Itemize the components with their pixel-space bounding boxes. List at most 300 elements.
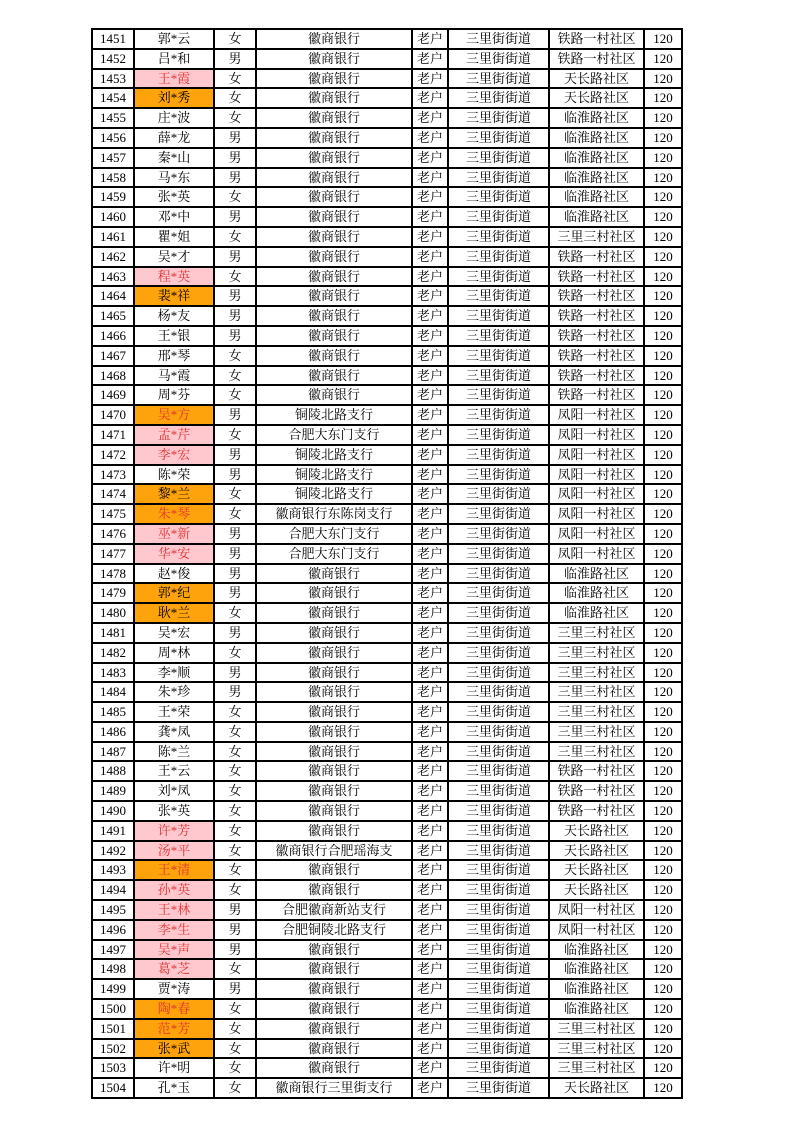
account-status-cell: 老户 xyxy=(412,702,448,722)
amount-cell: 120 xyxy=(644,29,682,49)
amount-cell: 120 xyxy=(644,821,682,841)
amount-cell: 120 xyxy=(644,1019,682,1039)
row-index-cell: 1486 xyxy=(92,722,134,742)
account-status-cell: 老户 xyxy=(412,69,448,89)
street-cell: 三里街街道 xyxy=(448,1078,549,1098)
gender-cell: 女 xyxy=(214,1019,256,1039)
bank-cell: 铜陵北路支行 xyxy=(256,445,412,465)
gender-cell: 女 xyxy=(214,29,256,49)
gender-cell: 男 xyxy=(214,682,256,702)
table-row xyxy=(92,445,682,465)
community-cell: 天长路社区 xyxy=(549,821,644,841)
bank-cell: 徽商银行 xyxy=(256,385,412,405)
bank-cell: 合肥大东门支行 xyxy=(256,544,412,564)
table-row xyxy=(92,326,682,346)
bank-cell: 徽商银行 xyxy=(256,366,412,386)
community-cell: 三里三村社区 xyxy=(549,227,644,247)
table-row xyxy=(92,860,682,880)
account-status-cell: 老户 xyxy=(412,781,448,801)
street-cell: 三里街街道 xyxy=(448,484,549,504)
table-row xyxy=(92,1019,682,1039)
row-index-cell: 1454 xyxy=(92,88,134,108)
amount-cell: 120 xyxy=(644,445,682,465)
row-index-cell: 1482 xyxy=(92,643,134,663)
row-index-cell: 1452 xyxy=(92,49,134,69)
community-cell: 铁路一村社区 xyxy=(549,781,644,801)
bank-cell: 徽商银行合肥瑶海支 xyxy=(256,841,412,861)
community-cell: 铁路一村社区 xyxy=(549,366,644,386)
gender-cell: 男 xyxy=(214,920,256,940)
name-cell: 王*云 xyxy=(134,761,214,781)
account-status-cell: 老户 xyxy=(412,465,448,485)
street-cell: 三里街街道 xyxy=(448,207,549,227)
community-cell: 凤阳一村社区 xyxy=(549,544,644,564)
gender-cell: 女 xyxy=(214,1078,256,1098)
table-row xyxy=(92,247,682,267)
bank-cell: 徽商银行 xyxy=(256,148,412,168)
gender-cell: 男 xyxy=(214,445,256,465)
amount-cell: 120 xyxy=(644,168,682,188)
account-status-cell: 老户 xyxy=(412,168,448,188)
bank-cell: 徽商银行 xyxy=(256,643,412,663)
bank-cell: 徽商银行 xyxy=(256,326,412,346)
row-index-cell: 1501 xyxy=(92,1019,134,1039)
table-row xyxy=(92,465,682,485)
table-row xyxy=(92,940,682,960)
bank-cell: 铜陵北路支行 xyxy=(256,465,412,485)
street-cell: 三里街街道 xyxy=(448,761,549,781)
street-cell: 三里街街道 xyxy=(448,49,549,69)
gender-cell: 女 xyxy=(214,484,256,504)
name-cell: 刘*秀 xyxy=(134,88,214,108)
bank-cell: 徽商银行三里街支行 xyxy=(256,1078,412,1098)
community-cell: 铁路一村社区 xyxy=(549,306,644,326)
name-cell: 耿*兰 xyxy=(134,603,214,623)
gender-cell: 男 xyxy=(214,207,256,227)
table-row xyxy=(92,682,682,702)
community-cell: 凤阳一村社区 xyxy=(549,920,644,940)
gender-cell: 男 xyxy=(214,247,256,267)
name-cell: 范*芳 xyxy=(134,1019,214,1039)
street-cell: 三里街街道 xyxy=(448,880,549,900)
name-cell: 华*安 xyxy=(134,544,214,564)
name-cell: 周*林 xyxy=(134,643,214,663)
amount-cell: 120 xyxy=(644,306,682,326)
street-cell: 三里街街道 xyxy=(448,227,549,247)
bank-cell: 徽商银行 xyxy=(256,781,412,801)
amount-cell: 120 xyxy=(644,722,682,742)
table-row xyxy=(92,920,682,940)
account-status-cell: 老户 xyxy=(412,564,448,584)
name-cell: 汤*平 xyxy=(134,841,214,861)
row-index-cell: 1493 xyxy=(92,860,134,880)
row-index-cell: 1474 xyxy=(92,484,134,504)
name-cell: 郭*云 xyxy=(134,29,214,49)
bank-cell: 徽商银行 xyxy=(256,564,412,584)
gender-cell: 女 xyxy=(214,781,256,801)
street-cell: 三里街街道 xyxy=(448,247,549,267)
name-cell: 许*芳 xyxy=(134,821,214,841)
account-status-cell: 老户 xyxy=(412,742,448,762)
gender-cell: 女 xyxy=(214,841,256,861)
street-cell: 三里街街道 xyxy=(448,643,549,663)
street-cell: 三里街街道 xyxy=(448,583,549,603)
community-cell: 天长路社区 xyxy=(549,1078,644,1098)
row-index-cell: 1484 xyxy=(92,682,134,702)
amount-cell: 120 xyxy=(644,742,682,762)
table-row xyxy=(92,1078,682,1098)
bank-cell: 徽商银行 xyxy=(256,603,412,623)
name-cell: 赵*俊 xyxy=(134,564,214,584)
row-index-cell: 1475 xyxy=(92,504,134,524)
table-row xyxy=(92,900,682,920)
gender-cell: 女 xyxy=(214,227,256,247)
name-cell: 周*芬 xyxy=(134,385,214,405)
street-cell: 三里街街道 xyxy=(448,663,549,683)
bank-cell: 徽商银行 xyxy=(256,583,412,603)
name-cell: 刘*凤 xyxy=(134,781,214,801)
row-index-cell: 1465 xyxy=(92,306,134,326)
gender-cell: 女 xyxy=(214,108,256,128)
name-cell: 吕*和 xyxy=(134,49,214,69)
bank-cell: 合肥大东门支行 xyxy=(256,524,412,544)
community-cell: 临淮路社区 xyxy=(549,207,644,227)
gender-cell: 男 xyxy=(214,583,256,603)
bank-cell: 徽商银行 xyxy=(256,108,412,128)
table-row xyxy=(92,841,682,861)
account-status-cell: 老户 xyxy=(412,821,448,841)
community-cell: 临淮路社区 xyxy=(549,979,644,999)
gender-cell: 男 xyxy=(214,465,256,485)
community-cell: 凤阳一村社区 xyxy=(549,524,644,544)
gender-cell: 男 xyxy=(214,49,256,69)
account-status-cell: 老户 xyxy=(412,88,448,108)
account-status-cell: 老户 xyxy=(412,207,448,227)
bank-cell: 徽商银行 xyxy=(256,999,412,1019)
gender-cell: 女 xyxy=(214,999,256,1019)
amount-cell: 120 xyxy=(644,484,682,504)
row-index-cell: 1500 xyxy=(92,999,134,1019)
community-cell: 天长路社区 xyxy=(549,841,644,861)
name-cell: 王*荣 xyxy=(134,702,214,722)
table-row xyxy=(92,128,682,148)
community-cell: 天长路社区 xyxy=(549,88,644,108)
account-status-cell: 老户 xyxy=(412,346,448,366)
bank-cell: 徽商银行 xyxy=(256,1039,412,1059)
gender-cell: 女 xyxy=(214,722,256,742)
row-index-cell: 1461 xyxy=(92,227,134,247)
row-index-cell: 1495 xyxy=(92,900,134,920)
amount-cell: 120 xyxy=(644,564,682,584)
bank-cell: 徽商银行 xyxy=(256,801,412,821)
row-index-cell: 1478 xyxy=(92,564,134,584)
street-cell: 三里街街道 xyxy=(448,465,549,485)
street-cell: 三里街街道 xyxy=(448,999,549,1019)
street-cell: 三里街街道 xyxy=(448,346,549,366)
name-cell: 李*生 xyxy=(134,920,214,940)
account-status-cell: 老户 xyxy=(412,841,448,861)
community-cell: 凤阳一村社区 xyxy=(549,504,644,524)
bank-cell: 徽商银行 xyxy=(256,88,412,108)
street-cell: 三里街街道 xyxy=(448,445,549,465)
table-row xyxy=(92,722,682,742)
street-cell: 三里街街道 xyxy=(448,128,549,148)
street-cell: 三里街街道 xyxy=(448,959,549,979)
community-cell: 铁路一村社区 xyxy=(549,29,644,49)
row-index-cell: 1483 xyxy=(92,663,134,683)
community-cell: 临淮路社区 xyxy=(549,603,644,623)
name-cell: 朱*珍 xyxy=(134,682,214,702)
name-cell: 陈*荣 xyxy=(134,465,214,485)
account-status-cell: 老户 xyxy=(412,999,448,1019)
name-cell: 许*明 xyxy=(134,1058,214,1078)
amount-cell: 120 xyxy=(644,465,682,485)
row-index-cell: 1463 xyxy=(92,267,134,287)
gender-cell: 男 xyxy=(214,148,256,168)
street-cell: 三里街街道 xyxy=(448,940,549,960)
street-cell: 三里街街道 xyxy=(448,108,549,128)
account-status-cell: 老户 xyxy=(412,761,448,781)
account-status-cell: 老户 xyxy=(412,128,448,148)
community-cell: 临淮路社区 xyxy=(549,583,644,603)
amount-cell: 120 xyxy=(644,108,682,128)
name-cell: 邢*琴 xyxy=(134,346,214,366)
table-row xyxy=(92,821,682,841)
street-cell: 三里街街道 xyxy=(448,1019,549,1039)
gender-cell: 女 xyxy=(214,702,256,722)
row-index-cell: 1468 xyxy=(92,366,134,386)
gender-cell: 女 xyxy=(214,187,256,207)
row-index-cell: 1462 xyxy=(92,247,134,267)
account-status-cell: 老户 xyxy=(412,326,448,346)
community-cell: 凤阳一村社区 xyxy=(549,445,644,465)
community-cell: 铁路一村社区 xyxy=(549,326,644,346)
street-cell: 三里街街道 xyxy=(448,742,549,762)
gender-cell: 女 xyxy=(214,1039,256,1059)
table-row xyxy=(92,643,682,663)
gender-cell: 女 xyxy=(214,801,256,821)
bank-cell: 徽商银行 xyxy=(256,623,412,643)
row-index-cell: 1479 xyxy=(92,583,134,603)
account-status-cell: 老户 xyxy=(412,366,448,386)
name-cell: 马*霞 xyxy=(134,366,214,386)
street-cell: 三里街街道 xyxy=(448,1058,549,1078)
bank-cell: 徽商银行 xyxy=(256,682,412,702)
name-cell: 张*英 xyxy=(134,187,214,207)
amount-cell: 120 xyxy=(644,1078,682,1098)
name-cell: 邓*中 xyxy=(134,207,214,227)
table-row xyxy=(92,88,682,108)
community-cell: 三里三村社区 xyxy=(549,742,644,762)
amount-cell: 120 xyxy=(644,940,682,960)
street-cell: 三里街街道 xyxy=(448,366,549,386)
bank-cell: 徽商银行 xyxy=(256,821,412,841)
bank-cell: 徽商银行 xyxy=(256,1019,412,1039)
name-cell: 庄*波 xyxy=(134,108,214,128)
table-row xyxy=(92,959,682,979)
table-row xyxy=(92,742,682,762)
community-cell: 临淮路社区 xyxy=(549,940,644,960)
community-cell: 三里三村社区 xyxy=(549,682,644,702)
account-status-cell: 老户 xyxy=(412,544,448,564)
account-status-cell: 老户 xyxy=(412,959,448,979)
amount-cell: 120 xyxy=(644,959,682,979)
name-cell: 张*英 xyxy=(134,801,214,821)
account-status-cell: 老户 xyxy=(412,663,448,683)
street-cell: 三里街街道 xyxy=(448,781,549,801)
table-row xyxy=(92,69,682,89)
community-cell: 三里三村社区 xyxy=(549,722,644,742)
table-row xyxy=(92,366,682,386)
row-index-cell: 1464 xyxy=(92,286,134,306)
account-status-cell: 老户 xyxy=(412,187,448,207)
community-cell: 铁路一村社区 xyxy=(549,385,644,405)
bank-cell: 徽商银行 xyxy=(256,168,412,188)
account-status-cell: 老户 xyxy=(412,504,448,524)
gender-cell: 女 xyxy=(214,366,256,386)
name-cell: 吴*才 xyxy=(134,247,214,267)
table-row xyxy=(92,187,682,207)
gender-cell: 男 xyxy=(214,286,256,306)
amount-cell: 120 xyxy=(644,405,682,425)
community-cell: 铁路一村社区 xyxy=(549,247,644,267)
gender-cell: 女 xyxy=(214,346,256,366)
row-index-cell: 1496 xyxy=(92,920,134,940)
bank-cell: 徽商银行 xyxy=(256,29,412,49)
row-index-cell: 1458 xyxy=(92,168,134,188)
amount-cell: 120 xyxy=(644,247,682,267)
amount-cell: 120 xyxy=(644,663,682,683)
amount-cell: 120 xyxy=(644,346,682,366)
bank-cell: 徽商银行 xyxy=(256,49,412,69)
row-index-cell: 1494 xyxy=(92,880,134,900)
table-row xyxy=(92,484,682,504)
street-cell: 三里街街道 xyxy=(448,69,549,89)
amount-cell: 120 xyxy=(644,682,682,702)
community-cell: 凤阳一村社区 xyxy=(549,465,644,485)
table-row xyxy=(92,227,682,247)
table-row xyxy=(92,999,682,1019)
bank-cell: 徽商银行 xyxy=(256,267,412,287)
account-status-cell: 老户 xyxy=(412,623,448,643)
gender-cell: 女 xyxy=(214,88,256,108)
name-cell: 贾*涛 xyxy=(134,979,214,999)
table-row xyxy=(92,623,682,643)
account-status-cell: 老户 xyxy=(412,722,448,742)
amount-cell: 120 xyxy=(644,148,682,168)
community-cell: 三里三村社区 xyxy=(549,702,644,722)
amount-cell: 120 xyxy=(644,524,682,544)
bank-cell: 合肥徽商新站支行 xyxy=(256,900,412,920)
row-index-cell: 1459 xyxy=(92,187,134,207)
name-cell: 巫*新 xyxy=(134,524,214,544)
bank-cell: 徽商银行 xyxy=(256,742,412,762)
name-cell: 陈*兰 xyxy=(134,742,214,762)
gender-cell: 女 xyxy=(214,821,256,841)
name-cell: 马*东 xyxy=(134,168,214,188)
name-cell: 王*林 xyxy=(134,900,214,920)
amount-cell: 120 xyxy=(644,504,682,524)
community-cell: 铁路一村社区 xyxy=(549,761,644,781)
street-cell: 三里街街道 xyxy=(448,623,549,643)
table-row xyxy=(92,524,682,544)
community-cell: 临淮路社区 xyxy=(549,999,644,1019)
bank-cell: 徽商银行 xyxy=(256,979,412,999)
account-status-cell: 老户 xyxy=(412,940,448,960)
community-cell: 铁路一村社区 xyxy=(549,801,644,821)
gender-cell: 男 xyxy=(214,940,256,960)
account-status-cell: 老户 xyxy=(412,603,448,623)
table-row xyxy=(92,761,682,781)
name-cell: 孟*芹 xyxy=(134,425,214,445)
row-index-cell: 1455 xyxy=(92,108,134,128)
table-row xyxy=(92,880,682,900)
gender-cell: 男 xyxy=(214,544,256,564)
account-status-cell: 老户 xyxy=(412,29,448,49)
table-row xyxy=(92,603,682,623)
street-cell: 三里街街道 xyxy=(448,722,549,742)
row-index-cell: 1469 xyxy=(92,385,134,405)
row-index-cell: 1489 xyxy=(92,781,134,801)
street-cell: 三里街街道 xyxy=(448,286,549,306)
account-status-cell: 老户 xyxy=(412,1019,448,1039)
amount-cell: 120 xyxy=(644,1039,682,1059)
account-status-cell: 老户 xyxy=(412,148,448,168)
street-cell: 三里街街道 xyxy=(448,900,549,920)
table-row xyxy=(92,385,682,405)
community-cell: 凤阳一村社区 xyxy=(549,405,644,425)
row-index-cell: 1503 xyxy=(92,1058,134,1078)
name-cell: 龚*凤 xyxy=(134,722,214,742)
name-cell: 杨*友 xyxy=(134,306,214,326)
table-row xyxy=(92,702,682,722)
street-cell: 三里街街道 xyxy=(448,1039,549,1059)
bank-cell: 徽商银行 xyxy=(256,247,412,267)
amount-cell: 120 xyxy=(644,999,682,1019)
account-status-cell: 老户 xyxy=(412,682,448,702)
account-status-cell: 老户 xyxy=(412,445,448,465)
bank-cell: 铜陵北路支行 xyxy=(256,484,412,504)
amount-cell: 120 xyxy=(644,920,682,940)
amount-cell: 120 xyxy=(644,841,682,861)
row-index-cell: 1499 xyxy=(92,979,134,999)
name-cell: 朱*琴 xyxy=(134,504,214,524)
account-status-cell: 老户 xyxy=(412,1058,448,1078)
account-status-cell: 老户 xyxy=(412,108,448,128)
amount-cell: 120 xyxy=(644,128,682,148)
community-cell: 三里三村社区 xyxy=(549,643,644,663)
table-row xyxy=(92,108,682,128)
street-cell: 三里街街道 xyxy=(448,306,549,326)
gender-cell: 女 xyxy=(214,603,256,623)
community-cell: 临淮路社区 xyxy=(549,108,644,128)
community-cell: 临淮路社区 xyxy=(549,148,644,168)
account-status-cell: 老户 xyxy=(412,860,448,880)
community-cell: 三里三村社区 xyxy=(549,663,644,683)
amount-cell: 120 xyxy=(644,69,682,89)
community-cell: 凤阳一村社区 xyxy=(549,900,644,920)
bank-cell: 徽商银行 xyxy=(256,860,412,880)
street-cell: 三里街街道 xyxy=(448,148,549,168)
subsidy-roster-table xyxy=(91,28,683,1099)
row-index-cell: 1477 xyxy=(92,544,134,564)
account-status-cell: 老户 xyxy=(412,49,448,69)
row-index-cell: 1487 xyxy=(92,742,134,762)
gender-cell: 男 xyxy=(214,524,256,544)
amount-cell: 120 xyxy=(644,761,682,781)
account-status-cell: 老户 xyxy=(412,900,448,920)
amount-cell: 120 xyxy=(644,880,682,900)
